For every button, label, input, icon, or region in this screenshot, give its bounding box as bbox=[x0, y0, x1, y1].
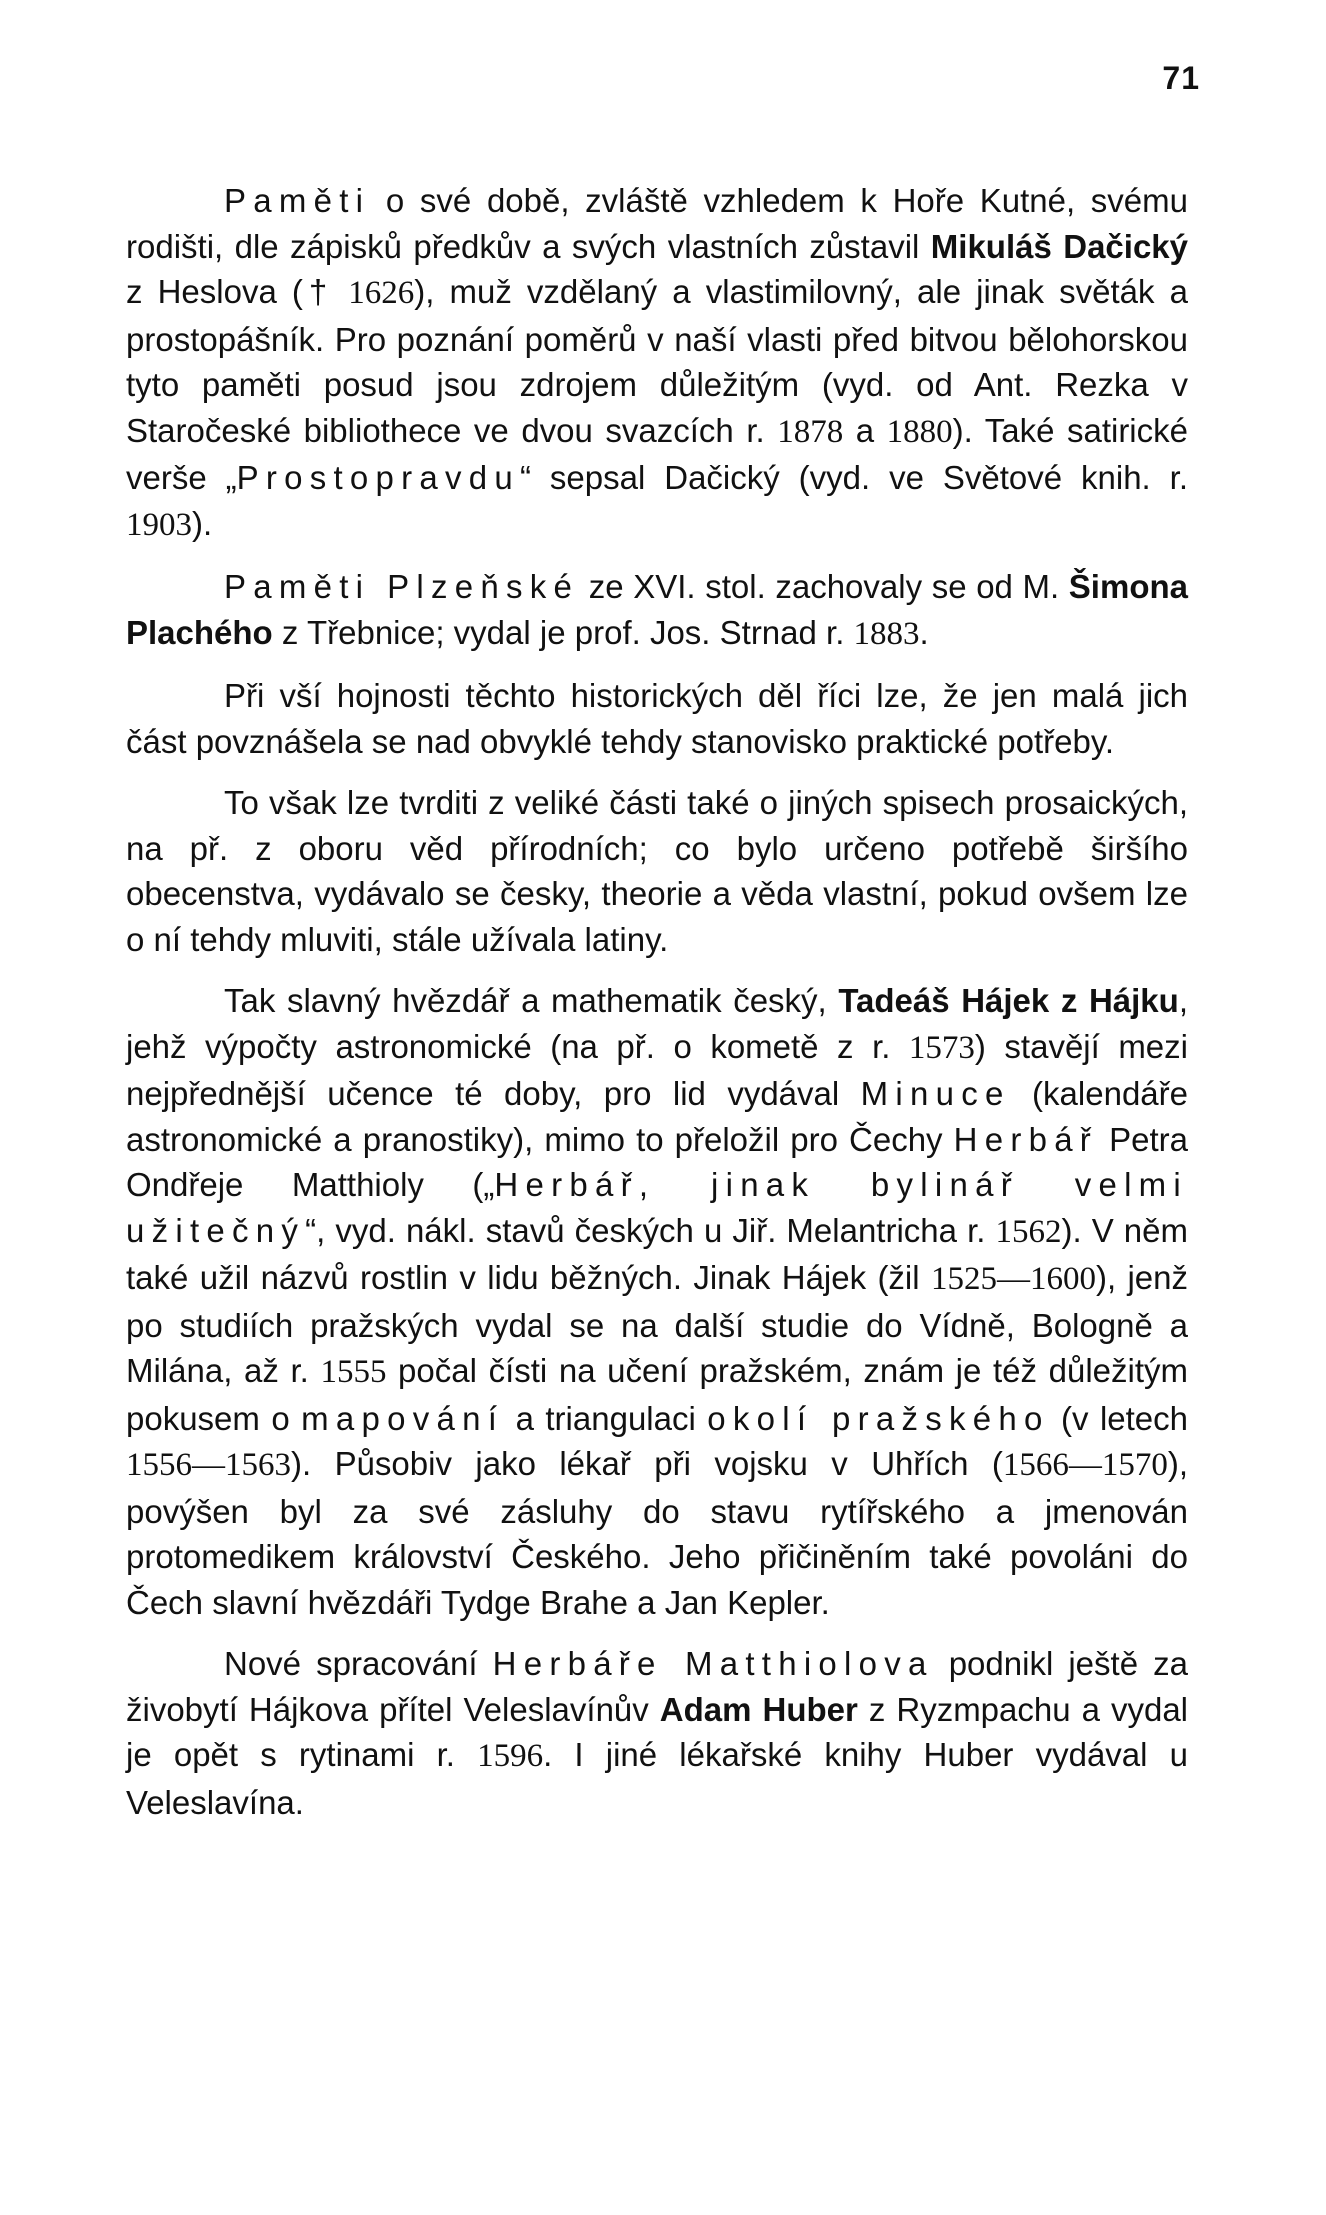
text-run: (kalendáře astronomické a pranostiky), mimo to přeložil pro Čechy bbox=[126, 1075, 1188, 1158]
text-run: ). V něm také užil názvů rostlin v lidu běžných. Jinak Hájek (žil bbox=[126, 1211, 1188, 1296]
text-run: “, vyd. nákl. stavů českých u Jiř. Melantricha r. bbox=[305, 1211, 996, 1249]
text-run: z Ryzmpachu a vydal je opět s rytinami r. bbox=[126, 1690, 1189, 1773]
text-run: ), muž vzdělaný a vlastimilovný, ale jinak světák a prostopášník. Pro poznání poměrů v naší vlasti před bitvou bělohorskou tyto paměti posud jsou zdrojem důležitým (vyd. od Ant. Rezka v Staročeské bibliothece ve dvou svazcích r. bbox=[126, 273, 1188, 449]
text-run: z Heslova († bbox=[126, 273, 349, 310]
bold-name: Šimona Plachého bbox=[126, 568, 1188, 651]
text-run: a bbox=[843, 411, 887, 449]
text-run: 1555 bbox=[320, 1354, 387, 1390]
text-run: 1883 bbox=[853, 615, 920, 652]
text-run: 1878 bbox=[777, 413, 844, 450]
text-run: Nové spracování bbox=[224, 1645, 493, 1682]
text-run: 1562 bbox=[995, 1213, 1062, 1250]
text-run: podnikl ještě za živobytí Hájkova přítel Veleslavínův bbox=[126, 1645, 1188, 1728]
text-run: ). Působiv jako lékař při vojsku v Uhřích ( bbox=[291, 1445, 1003, 1482]
spaced-emphasis: Paměti bbox=[224, 182, 371, 219]
text-run: ). bbox=[192, 504, 213, 542]
paragraph bbox=[126, 673, 1188, 764]
paragraph bbox=[126, 978, 1188, 1625]
text-run: Při vší hojnosti těchto historických děl říci lze, že jen malá jich část povznášela se nad obvyklé tehdy stanovisko praktické potřeby. bbox=[126, 677, 1188, 760]
text-run: . bbox=[919, 613, 929, 651]
text-run: Petra Ondřeje Matthioly („ bbox=[126, 1120, 1188, 1203]
spaced-emphasis: mapování bbox=[301, 1399, 505, 1437]
spaced-emphasis: okolí pražského bbox=[707, 1399, 1050, 1437]
text-run: 1525—1600 bbox=[930, 1261, 1096, 1297]
spaced-emphasis: Minuce bbox=[860, 1075, 1011, 1112]
paragraph bbox=[126, 780, 1188, 962]
text-run: ), povýšen byl za své zásluhy do stavu rytířského a jmenován protomedikem království Českého. Jeho přičiněním také povoláni do Čech slavní hvězdáři Tydge Brahe a Jan Kepler. bbox=[126, 1445, 1188, 1621]
text-run: 1566—1570 bbox=[1002, 1447, 1168, 1483]
page-number: 71 bbox=[1162, 60, 1200, 96]
paragraph bbox=[126, 564, 1188, 657]
text-run: ) stavějí mezi nejpřednější učence té doby, pro lid vydával bbox=[126, 1027, 1188, 1112]
text-run: 1880 bbox=[886, 413, 953, 450]
text-run: z Třebnice; vydal je prof. Jos. Strnad r. bbox=[272, 613, 854, 651]
spaced-emphasis: Herbář, jinak bylinář velmi užitečný bbox=[126, 1166, 1189, 1249]
text-run: 1596 bbox=[477, 1738, 544, 1774]
text-run: “ sepsal Dačický (vyd. ve Světové knih. r. bbox=[520, 459, 1188, 496]
text-run: ze XVI. stol. zachovaly se od M. bbox=[579, 568, 1069, 605]
spaced-emphasis: Herbář bbox=[953, 1120, 1099, 1158]
text-run: 1556—1563 bbox=[126, 1447, 291, 1483]
body-text bbox=[126, 178, 1188, 1825]
text-run: o své době, zvláště vzhledem k Hoře Kutné, svému rodišti, dle zápisků předkův a svých vlastních zůstavil bbox=[126, 182, 1188, 265]
text-run: 1573 bbox=[908, 1029, 975, 1066]
text-run: , jehž výpočty astronomické (na př. o kometě z r. bbox=[126, 982, 1188, 1065]
bold-name: Mikuláš Dačický bbox=[930, 227, 1188, 265]
text-run: počal čísti na učení pražském, znám je též důležitým pokusem o bbox=[126, 1352, 1188, 1437]
spaced-emphasis: Herbáře Matthiolova bbox=[492, 1645, 934, 1682]
text-run: (v letech bbox=[1049, 1399, 1189, 1437]
text-run: ). Také satirické verše „ bbox=[126, 411, 1188, 496]
text-run: 1903 bbox=[126, 506, 192, 543]
bold-name: Adam Huber bbox=[659, 1690, 858, 1728]
spaced-emphasis: Prostopravdu bbox=[236, 459, 521, 496]
text-run: a triangulaci bbox=[504, 1399, 708, 1437]
paragraph bbox=[126, 1641, 1188, 1825]
paragraph bbox=[126, 178, 1188, 548]
text-run: . I jiné lékařské knihy Huber vydával u Veleslavína. bbox=[126, 1736, 1188, 1821]
text-run: Tak slavný hvězdář a mathematik český, bbox=[224, 982, 839, 1019]
text-run: To však lze tvrditi z veliké části také o jiných spisech prosaických, na př. z oboru věd přírodních; co bylo určeno potřebě širšího obecenstva, vydávalo se česky, theorie a věda vlastní, pokud ovšem lze o ní tehdy mluviti, stále užívala latiny. bbox=[126, 784, 1188, 958]
text-run: 1626 bbox=[348, 275, 415, 311]
spaced-emphasis: Paměti Plzeňské bbox=[224, 568, 580, 605]
text-run: ), jenž po studiích pražských vydal se na další studie do Vídně, Bologně a Milána, až r. bbox=[126, 1259, 1188, 1389]
bold-name: Tadeáš Hájek z Hájku bbox=[838, 982, 1179, 1019]
